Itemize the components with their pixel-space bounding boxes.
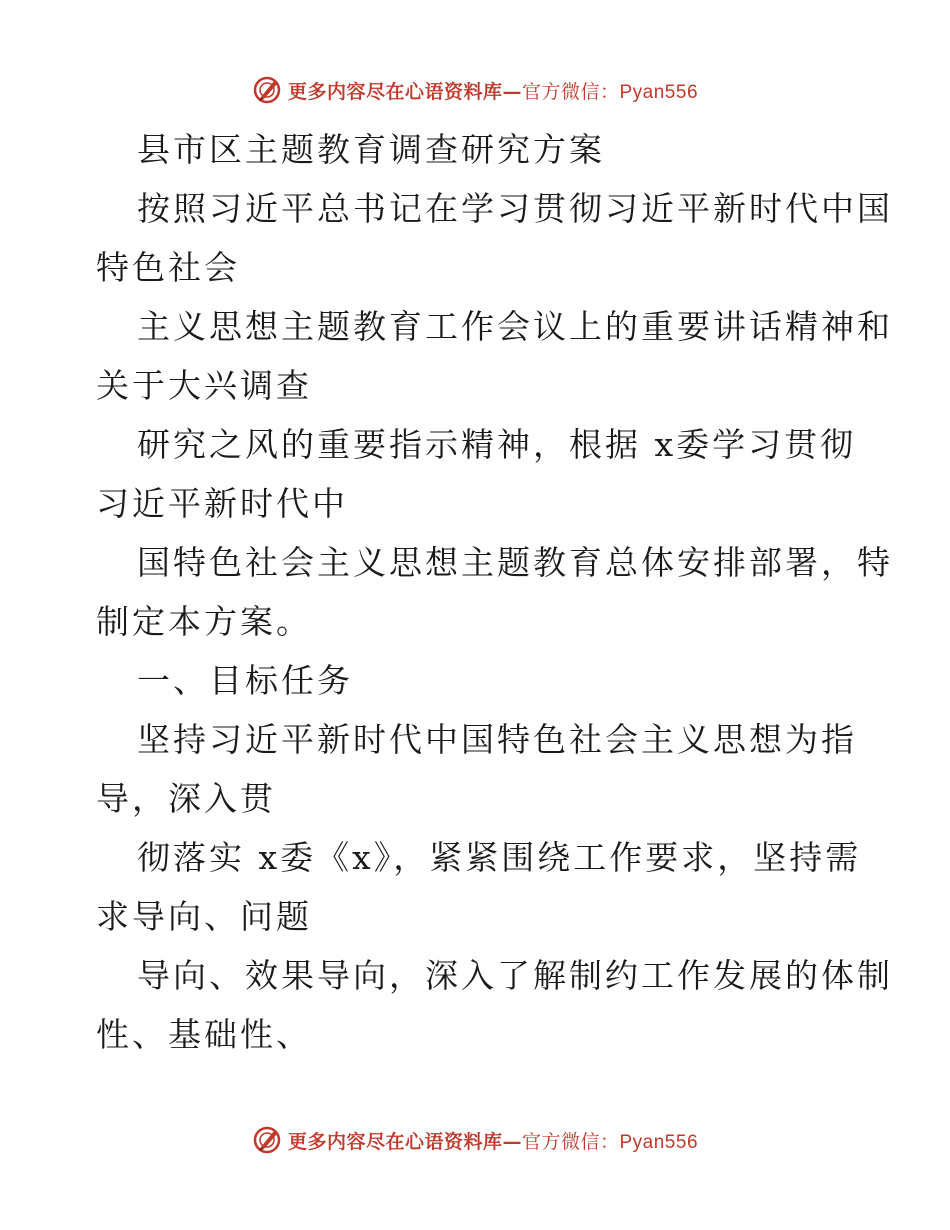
paragraph-line: 导，深入贯 [96, 779, 276, 818]
document-title: 县市区主题教育调查研究方案 [137, 130, 605, 169]
paragraph-line: 按照习近平总书记在学习贯彻习近平新时代中国 [137, 189, 893, 228]
paragraph-line: 研究之风的重要指示精神，根据 x委学习贯彻 [137, 425, 857, 464]
banner-wechat-label: 官方微信： [521, 1130, 620, 1153]
banner-wechat-label: 官方微信： [521, 80, 620, 103]
banner-handle: Pyan556 [619, 81, 699, 103]
banner-title: 更多内容尽在心语资料库— [287, 80, 522, 103]
paragraph-line: 关于大兴调查 [96, 366, 312, 405]
document-body [96, 120, 893, 1064]
paragraph-line: 坚持习近平新时代中国特色社会主义思想为指 [137, 720, 857, 759]
pen-logo-icon [252, 75, 282, 105]
paragraph-line: 特色社会 [96, 248, 240, 287]
banner-text [288, 1127, 698, 1154]
paragraph-line: 习近平新时代中 [96, 484, 348, 523]
paragraph-line: 制定本方案。 [96, 602, 312, 641]
header-banner [0, 70, 950, 110]
paragraph-line: 性、基础性、 [96, 1015, 312, 1054]
paragraph-line: 主义思想主题教育工作会议上的重要讲话精神和 [137, 307, 893, 346]
paragraph-line: 求导向、问题 [96, 897, 312, 936]
banner-text [288, 77, 698, 104]
paragraph-line: 导向、效果导向，深入了解制约工作发展的体制 [137, 956, 893, 995]
section-heading: 一、目标任务 [137, 661, 353, 700]
banner-handle: Pyan556 [619, 1131, 699, 1153]
footer-banner [0, 1120, 950, 1160]
paragraph-line: 国特色社会主义思想主题教育总体安排部署，特 [137, 543, 893, 582]
paragraph-line: 彻落实 x委《x》，紧紧围绕工作要求，坚持需 [137, 838, 862, 877]
pen-logo-icon [252, 1125, 282, 1155]
banner-title: 更多内容尽在心语资料库— [287, 1130, 522, 1153]
